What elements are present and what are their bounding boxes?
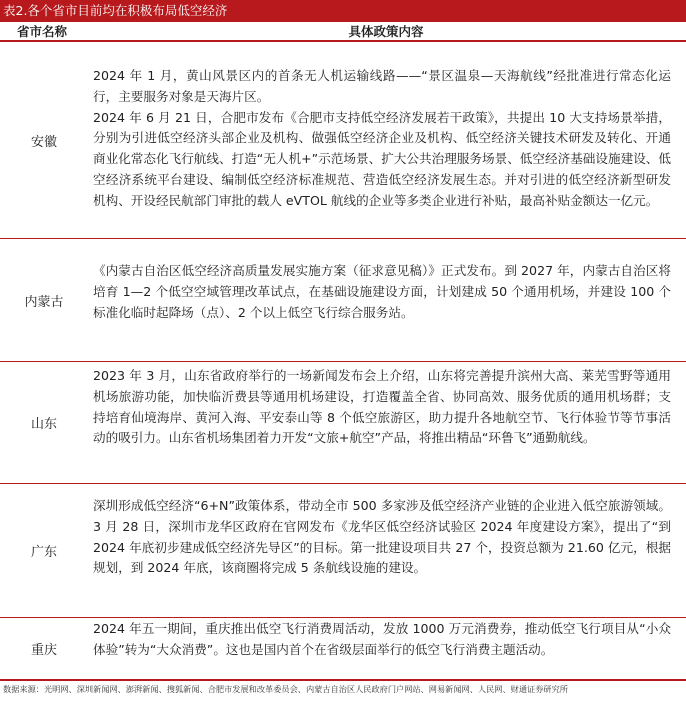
policy-paragraph: 深圳形成低空经济“6+N”政策体系，带动全市 500 多家涉及低空经济产业链的企业进入低空旅游领域。3 月 28 日，深圳市龙华区政府在官网发布《龙华区低空经济试验区 2024 年度建设方案》，提出了“到 2024 年底初步建成低空经济先导区”的目标。第一批建设项目共 27 个，投资总额为 21.60 亿元，根据规划，到 2024 年底，该商圈将完成 5 条航线设施的建设。 (93, 498, 671, 576)
province-cell: 安徽 (30, 134, 57, 150)
province-cell: 内蒙古 (24, 294, 64, 310)
policy-paragraph: 2024 年五一期间，重庆推出低空飞行消费周活动，发放 1000 万元消费券，推动低空飞行项目从“小众体验”转为“大众消费”。这也是国内首个在省级层面举行的低空飞行消费主题活动。 (93, 621, 671, 657)
table-row-neimenggu (0, 239, 686, 362)
policy-cell (93, 66, 671, 212)
table-row-anhui (0, 42, 686, 239)
table-row-chongqing (0, 618, 686, 681)
table-row-guangdong (0, 484, 686, 618)
policy-cell (93, 261, 671, 323)
policy-paragraph: 2023 年 3 月，山东省政府举行的一场新闻发布会上介绍，山东将完善提升滨州大高、莱芜雪野等通用机场旅游功能，加快临沂费县等通用机场建设，打造覆盖全省、协同高效、服务优质的通用机场群；支持培育仙境海岸、黄河入海、平安泰山等 8 个低空旅游区，助力提升各地航空节、飞行体验节等节事活动的吸引力。山东省机场集团着力开发“文旅+航空”产品，将推出精品“环鲁飞”通勤航线。 (93, 368, 671, 446)
policy-cell (93, 619, 671, 661)
province-cell: 山东 (30, 417, 57, 432)
table-title: 表2.各个省市目前均在积极布局低空经济 (0, 0, 686, 22)
province-cell: 广东 (30, 545, 57, 560)
policy-paragraph: 《内蒙古自治区低空经济高质量发展实施方案（征求意见稿）》正式发布。到 2027 年，内蒙古自治区将培育 1—2 个低空空域管理改革试点，在基础设施建设方面，计划建成 50 个通用机场，并建设 100 个标准化临时起降场（点）、2 个以上低空飞行综合服务站。 (93, 263, 671, 320)
policy-paragraph: 2024 年 1 月，黄山风景区内的首条无人机运输线路——“景区温泉—天海航线”经批准进行常态化运行，主要服务对象是天海片区。 (93, 68, 671, 104)
header-province: 省市名称 (16, 24, 67, 39)
data-source-note: 数据来源：光明网、深圳新闻网、澎湃新闻、搜狐新闻、合肥市发展和改革委员会、内蒙古自治区人民政府门户网站、网易新闻网、人民网、财通证券研究所 (3, 684, 568, 694)
table-header (0, 22, 686, 42)
province-cell: 重庆 (30, 643, 57, 658)
policy-cell (93, 366, 671, 449)
table-row-shandong (0, 362, 686, 484)
header-policy: 具体政策内容 (348, 24, 424, 39)
policy-paragraph: 2024 年 6 月 21 日，合肥市发布《合肥市支持低空经济发展若干政策》，共提出 10 大支持场景举措，分别为引进低空经济头部企业及机构、做强低空经济企业及机构、低空经济关键技术研发及转化、开通商业化常态化飞行航线、打造“无人机+”示范场景、扩大公共治理服务场景、低空经济基础设施建设、低空经济系统平台建设、编制低空经济标准规范、营造低空经济发展生态。并对引进的低空经济新型研发机构、开设经民航部门审批的载人 eVTOL 航线的企业等多类企业进行补贴，最高补贴金额达一亿元。 (93, 109, 671, 208)
policy-cell (93, 496, 671, 579)
